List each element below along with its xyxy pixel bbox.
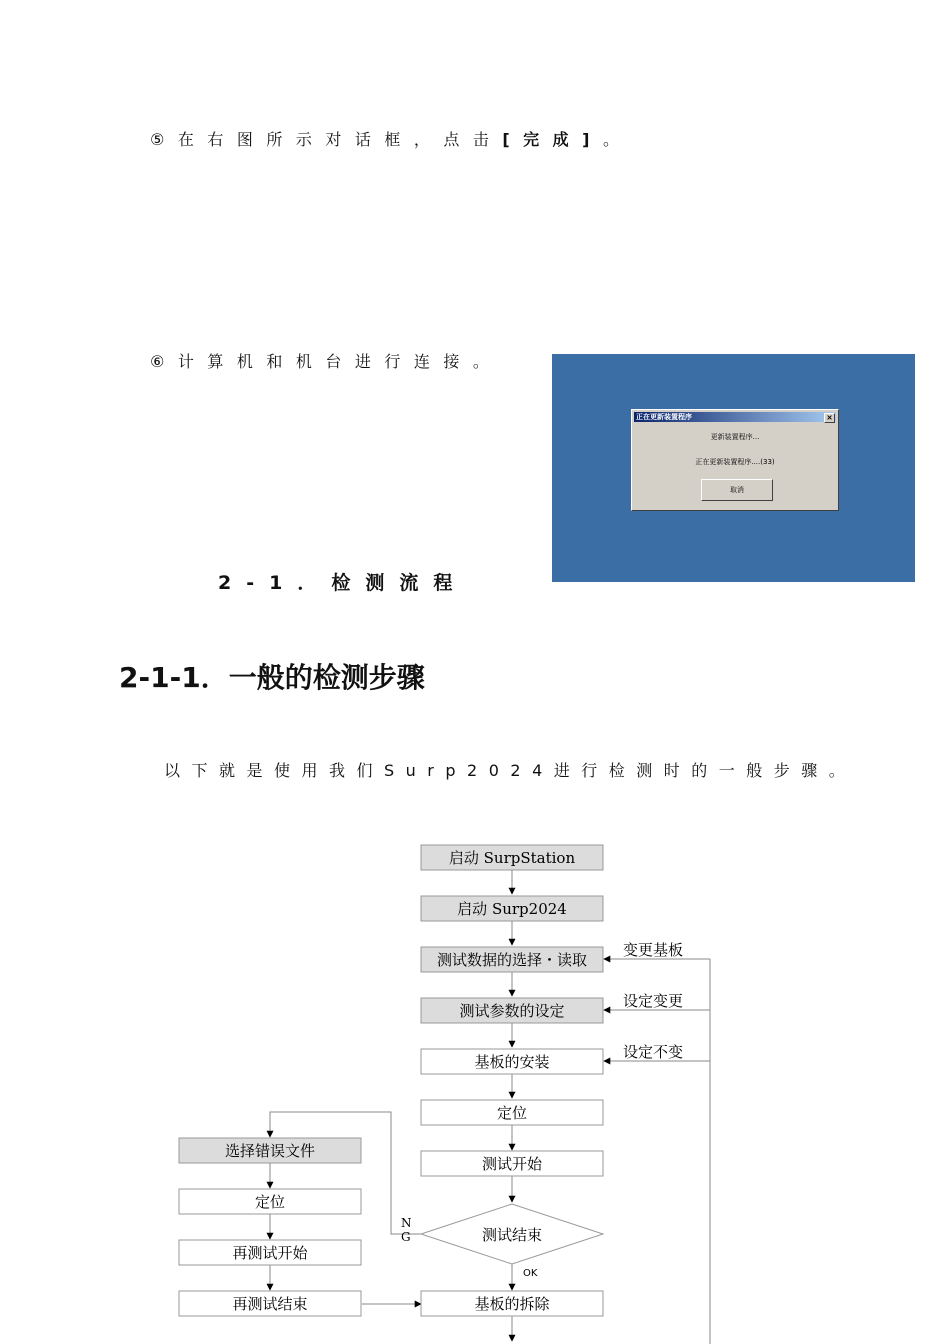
sub-title: 2-1-1．一般的检测步骤 xyxy=(119,661,425,694)
label-keep-setting: 设定不变 xyxy=(623,1043,684,1061)
label-ok: OK xyxy=(523,1268,538,1279)
dialog-line-2: 正在更新装置程序....(33) xyxy=(695,458,775,466)
step-5-bold: [完成] xyxy=(502,130,603,149)
intro-text: 以下就是使用我们Surp2024进行检测时的一般步骤。 xyxy=(164,761,857,780)
dialog-title: 正在更新装置程序 xyxy=(636,412,692,421)
box-start-station-label: 启动 SurpStation xyxy=(448,849,576,867)
box-repositioning-label: 定位 xyxy=(254,1193,286,1211)
section-title: 2-1．检测流程 xyxy=(218,572,468,594)
step-5-end: 。 xyxy=(603,130,633,149)
box-start-surp-label: 启动 Surp2024 xyxy=(457,900,567,918)
box-retest-start-label: 再测试开始 xyxy=(232,1244,308,1262)
box-remove-board-label: 基板的拆除 xyxy=(474,1295,550,1313)
close-icon[interactable]: ✕ xyxy=(824,413,835,423)
box-select-data-label: 测试数据的选择・读取 xyxy=(436,951,588,969)
arrow-ng-loop xyxy=(270,1112,421,1234)
box-retest-end-label: 再测试结束 xyxy=(232,1295,308,1313)
label-change-board: 变更基板 xyxy=(623,941,684,959)
label-change-setting: 设定变更 xyxy=(623,992,684,1010)
box-select-error-label: 选择错误文件 xyxy=(224,1142,316,1160)
box-set-params-label: 测试参数的设定 xyxy=(459,1002,565,1020)
box-positioning-label: 定位 xyxy=(496,1104,528,1122)
box-mount-board-label: 基板的安装 xyxy=(474,1053,550,1071)
cancel-button[interactable]: 取消 xyxy=(701,479,773,501)
step-5-text: ⑤在右图所示对话框，点击 xyxy=(150,130,503,149)
box-test-start-label: 测试开始 xyxy=(481,1155,543,1173)
label-ng-g: G xyxy=(401,1230,411,1244)
step-6: ⑥计算机和机台进行连接。 xyxy=(150,352,503,371)
label-ng-n: N xyxy=(401,1216,412,1230)
decision-test-end-label: 测试结束 xyxy=(481,1226,543,1244)
dialog-line-1: 更新装置程序... xyxy=(710,433,760,441)
